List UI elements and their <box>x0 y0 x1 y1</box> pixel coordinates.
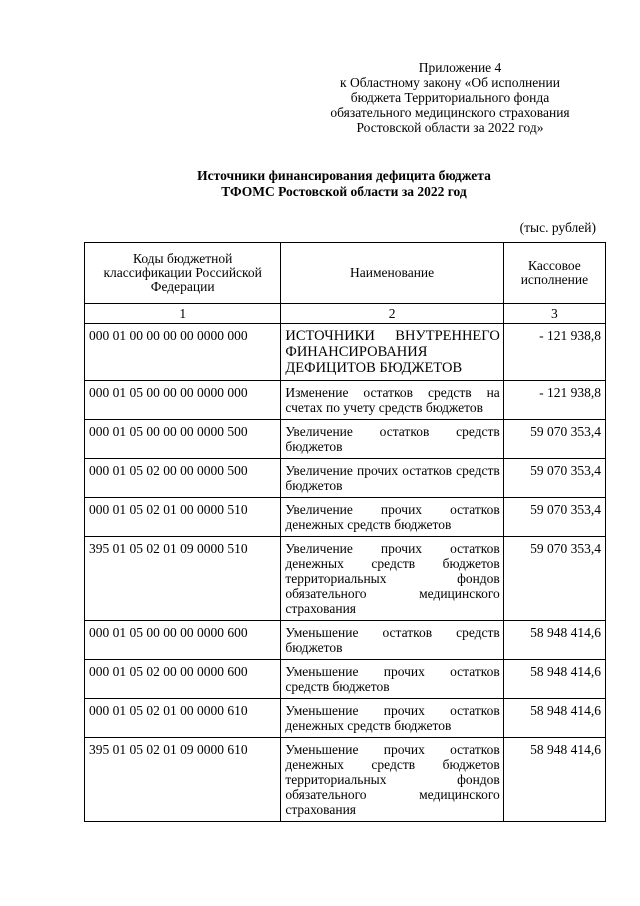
title-line-1: Источники финансирования дефицита бюджета <box>197 168 491 183</box>
table-header-row <box>85 243 606 304</box>
units-label: (тыс. рублей) <box>519 220 596 235</box>
row-name: Уменьшение прочих остатков средств бюджетов <box>281 660 503 699</box>
row-amount: 59 070 353,4 <box>503 498 605 537</box>
row-code: 000 01 05 02 00 00 0000 600 <box>85 660 281 699</box>
row-code: 395 01 05 02 01 09 0000 510 <box>85 537 281 621</box>
row-amount: 58 948 414,6 <box>503 660 605 699</box>
table-row <box>85 660 606 699</box>
appendix-line: к Областному закону «Об исполнении <box>340 75 560 90</box>
row-amount: 59 070 353,4 <box>503 459 605 498</box>
table-row <box>85 738 606 822</box>
row-code: 000 01 05 00 00 00 0000 600 <box>85 621 281 660</box>
header-codes: Коды бюджетной классификации Российской Федерации <box>85 243 281 304</box>
row-code: 000 01 05 02 00 00 0000 500 <box>85 459 281 498</box>
appendix-line: обязательного медицинского страхования <box>330 105 570 120</box>
header-name: Наименование <box>281 243 503 304</box>
row-name: Увеличение прочих остатков средств бюджетов <box>281 459 503 498</box>
row-name: ИСТОЧНИКИ ВНУТРЕННЕГО ФИНАНСИРОВАНИЯ ДЕФИЦИТОВ БЮДЖЕТОВ <box>281 324 503 381</box>
title-line-2: ТФОМС Ростовской области за 2022 год <box>221 184 467 199</box>
column-number: 1 <box>85 304 281 324</box>
column-number-row <box>85 304 606 324</box>
row-name: Увеличение прочих остатков денежных средств бюджетов территориальных фондов обязательного медицинского страхования <box>281 537 503 621</box>
row-amount: 58 948 414,6 <box>503 738 605 822</box>
row-code: 000 01 05 02 01 00 0000 610 <box>85 699 281 738</box>
table-row <box>85 381 606 420</box>
row-amount: - 121 938,8 <box>503 381 605 420</box>
row-code: 000 01 00 00 00 00 0000 000 <box>85 324 281 381</box>
header-amount: Кассовое исполнение <box>503 243 605 304</box>
row-name: Увеличение прочих остатков денежных средств бюджетов <box>281 498 503 537</box>
row-name: Увеличение остатков средств бюджетов <box>281 420 503 459</box>
appendix-header <box>300 60 600 135</box>
column-number: 2 <box>281 304 503 324</box>
table-row <box>85 537 606 621</box>
table-row <box>85 420 606 459</box>
table-row <box>85 699 606 738</box>
row-name: Уменьшение прочих остатков денежных средств бюджетов территориальных фондов обязательного медицинского страхования <box>281 738 503 822</box>
document-title <box>60 168 628 200</box>
row-code: 000 01 05 00 00 00 0000 500 <box>85 420 281 459</box>
financing-sources-table <box>84 242 606 822</box>
table-row <box>85 621 606 660</box>
appendix-line: бюджета Территориального фонда <box>350 90 550 105</box>
row-code: 000 01 05 02 01 00 0000 510 <box>85 498 281 537</box>
column-number: 3 <box>503 304 605 324</box>
row-name: Уменьшение остатков средств бюджетов <box>281 621 503 660</box>
table-row <box>85 498 606 537</box>
appendix-number: Приложение 4 <box>418 60 502 75</box>
table-row <box>85 459 606 498</box>
row-name: Изменение остатков средств на счетах по учету средств бюджетов <box>281 381 503 420</box>
row-amount: 59 070 353,4 <box>503 537 605 621</box>
row-name: Уменьшение прочих остатков денежных средств бюджетов <box>281 699 503 738</box>
row-code: 000 01 05 00 00 00 0000 000 <box>85 381 281 420</box>
row-amount: 58 948 414,6 <box>503 621 605 660</box>
row-amount: 59 070 353,4 <box>503 420 605 459</box>
row-amount: - 121 938,8 <box>503 324 605 381</box>
row-code: 395 01 05 02 01 09 0000 610 <box>85 738 281 822</box>
row-amount: 58 948 414,6 <box>503 699 605 738</box>
appendix-line: Ростовской области за 2022 год» <box>356 120 544 135</box>
table-row <box>85 324 606 381</box>
